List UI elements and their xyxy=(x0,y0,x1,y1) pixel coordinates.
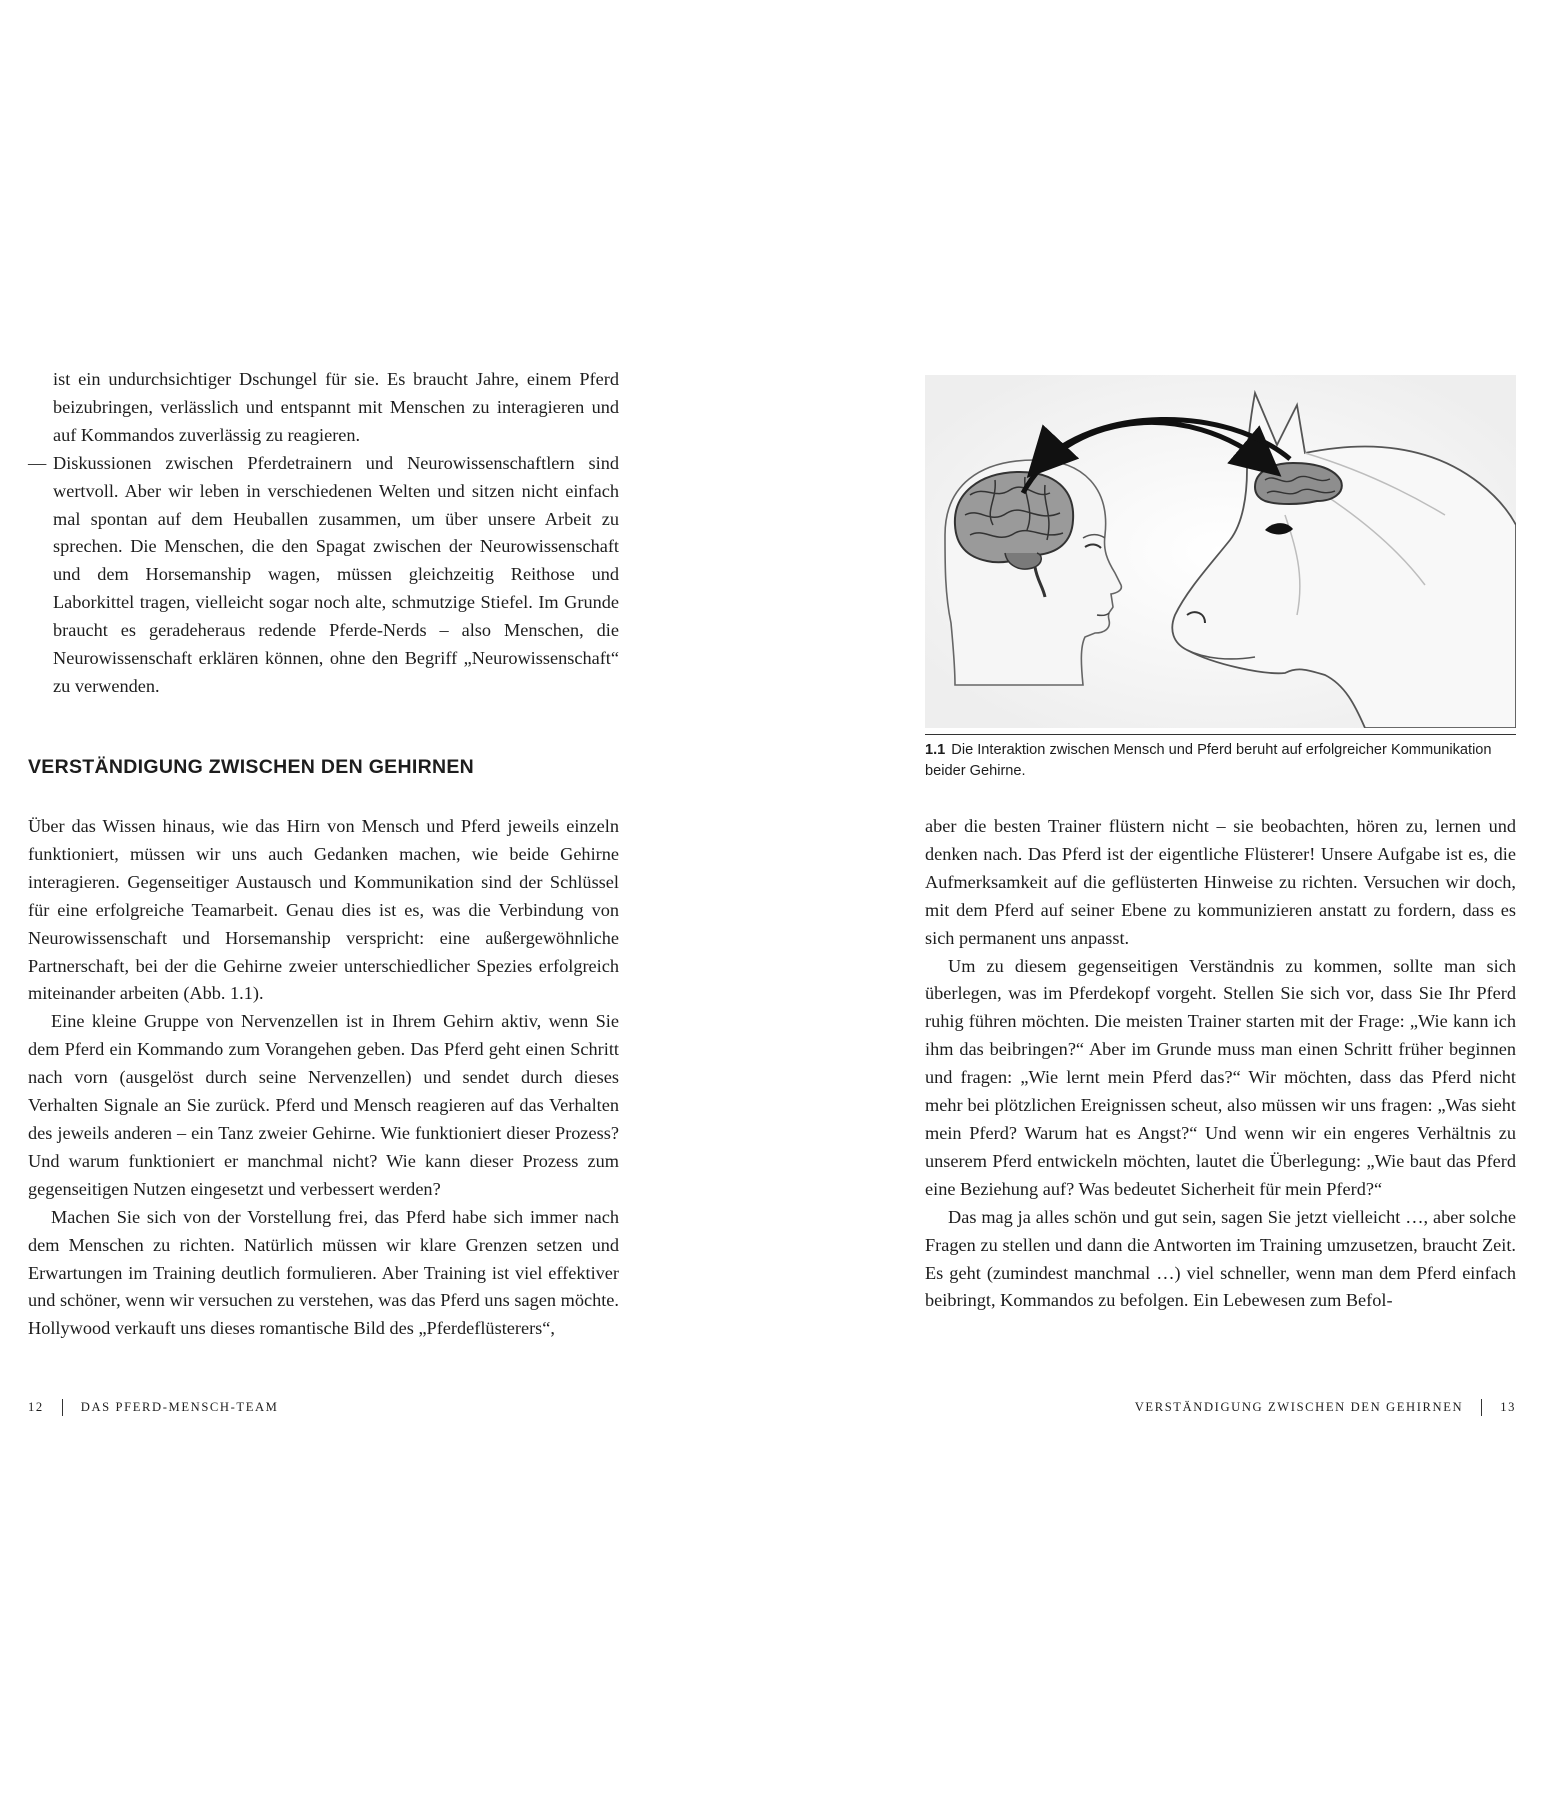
caption-rule xyxy=(925,734,1516,735)
running-title: DAS PFERD-MENSCH-TEAM xyxy=(80,1400,279,1414)
footer-separator xyxy=(1481,1399,1482,1416)
page-number: 13 xyxy=(1500,1400,1516,1414)
bullet-continuation-text: ist ein undurchsichtiger Dschungel für sie. Es braucht Jahre, einem Pferd beizubringen, verlässlich und entspannt mit Menschen zu interagieren und auf Kommandos zuverlässig zu reagieren. xyxy=(53,369,619,445)
paragraph: Machen Sie sich von der Vorstellung frei, das Pferd habe sich immer nach dem Menschen zu richten. Natürlich müssen wir klare Grenzen setzen und Erwartungen im Training deutlich formulieren. Aber Training ist viel effektiver und schöner, wenn wir versuchen zu verstehen, was das Pferd uns sagen möchte. Hollywood verkauft uns dieses romantische Bild des „Pferdeflüsterers“, xyxy=(28,1206,619,1339)
horse-brain-icon xyxy=(1255,463,1342,504)
right-footer xyxy=(1135,1399,1516,1416)
bullet-text: Diskussionen zwischen Pferdetrainern und Neurowissenschaftlern sind wertvoll. Aber wir leben in verschiedenen Welten und sitzen nicht einfach mal spontan auf dem Heuballen zusammen, um über unsere Arbeit zu sprechen. Die Menschen, die den Spagat zwischen der Neurowissenschaft und dem Horsemanship wagen, müssen gleichzeitig Reithose und Laborkittel tragen, vielleicht sogar noch alte, schmutzige Stiefel. Im Grunde braucht es geradeheraus redende Pferde-Nerds – also Menschen, die Neurowissenschaft erklären können, ohne den Begriff „Neurowissenschaft“ zu verwenden. xyxy=(53,452,619,696)
caption-number: 1.1 xyxy=(925,742,946,758)
left-body-text xyxy=(28,813,619,1343)
left-footer xyxy=(28,1399,279,1416)
brain-communication-illustration xyxy=(925,375,1516,728)
bullet-dash: — xyxy=(28,452,47,473)
paragraph: Das mag ja alles schön und gut sein, sagen Sie jetzt vielleicht …, aber solche Fragen zu stellen und dann die Antworten im Training umzusetzen, braucht Zeit. Es geht (zumindest manchmal …) viel schneller, wenn man dem Pferd einfach beibringt, Kommandos zu befolgen. Ein Lebewesen zum Befol- xyxy=(925,1206,1516,1311)
figure-caption xyxy=(925,740,1516,782)
page-number: 12 xyxy=(28,1400,44,1414)
paragraph: Um zu diesem gegenseitigen Verständnis zu kommen, sollte man sich überlegen, was im Pferdekopf vorgeht. Stellen Sie sich vor, dass Sie Ihr Pferd ruhig führen möchten. Die meisten Trainer starten mit der Frage: „Wie kann ich ihm das beibringen?“ Aber im Grunde muss man einen Schritt früher beginnen und fragen: „Wie lernt mein Pferd das?“ Wir möchten, dass das Pferd nicht mehr bei plötzlichen Ereignissen scheut, also müssen wir uns fragen: „Was sieht mein Pferd? Warum hat es Angst?“ Und wenn wir ein engeres Verhältnis zu unserem Pferd entwickeln möchten, lautet die Überlegung: „Wie baut das Pferd eine Beziehung auf? Was bedeutet Sicherheit für mein Pferd?“ xyxy=(925,955,1516,1199)
paragraph: Eine kleine Gruppe von Nervenzellen ist in Ihrem Gehirn aktiv, wenn Sie dem Pferd ein Kommando zum Vorangehen geben. Das Pferd geht einen Schritt nach vorn (ausgelöst durch seine Nervenzellen) und sendet durch dieses Verhalten Signale an Sie zurück. Pferd und Mensch reagieren auf das Verhalten des jeweils anderen – ein Tanz zweier Gehirne. Wie funktioniert dieser Prozess? Und warum funktioniert er manchmal nicht? Wie kann dieser Prozess zum gegenseitigen Nutzen eingesetzt und verbessert werden? xyxy=(28,1011,619,1199)
footer-separator xyxy=(62,1399,63,1416)
right-body-text xyxy=(925,813,1516,1315)
section-heading: VERSTÄNDIGUNG ZWISCHEN DEN GEHIRNEN xyxy=(28,756,475,778)
running-title: VERSTÄNDIGUNG ZWISCHEN DEN GEHIRNEN xyxy=(1134,1400,1464,1414)
paragraph: Über das Wissen hinaus, wie das Hirn von Mensch und Pferd jeweils einzeln funktioniert, müssen wir uns auch Gedanken machen, wie beide Gehirne interagieren. Gegenseitiger Austausch und Kommunikation sind der Schlüssel für eine erfolgreiche Teamarbeit. Genau dies ist es, was die Verbindung von Neurowissenschaft und Horsemanship verspricht: eine außergewöhnliche Partnerschaft, bei der die Gehirne zweier unterschiedlicher Spezies erfolgreich miteinander arbeiten (Abb. 1.1). xyxy=(28,816,619,1004)
bullet-item xyxy=(28,450,619,701)
paragraph: aber die besten Trainer flüstern nicht – sie beobachten, hören zu, lernen und denken nach. Das Pferd ist der eigentliche Flüsterer! Unsere Aufgabe ist es, die Aufmerksamkeit auf die geflüsterten Hinweise zu richten. Versuchen wir doch, mit dem Pferd auf seiner Ebene zu kommunizieren anstatt zu fordern, dass es sich permanent uns anpasst. xyxy=(925,816,1516,948)
figure-illustration xyxy=(925,375,1516,728)
right-page xyxy=(775,0,1550,1800)
bullet-list xyxy=(28,366,619,701)
caption-text: Die Interaktion zwischen Mensch und Pferd beruht auf erfolgreicher Kommunikation beider Gehirne. xyxy=(925,742,1492,779)
